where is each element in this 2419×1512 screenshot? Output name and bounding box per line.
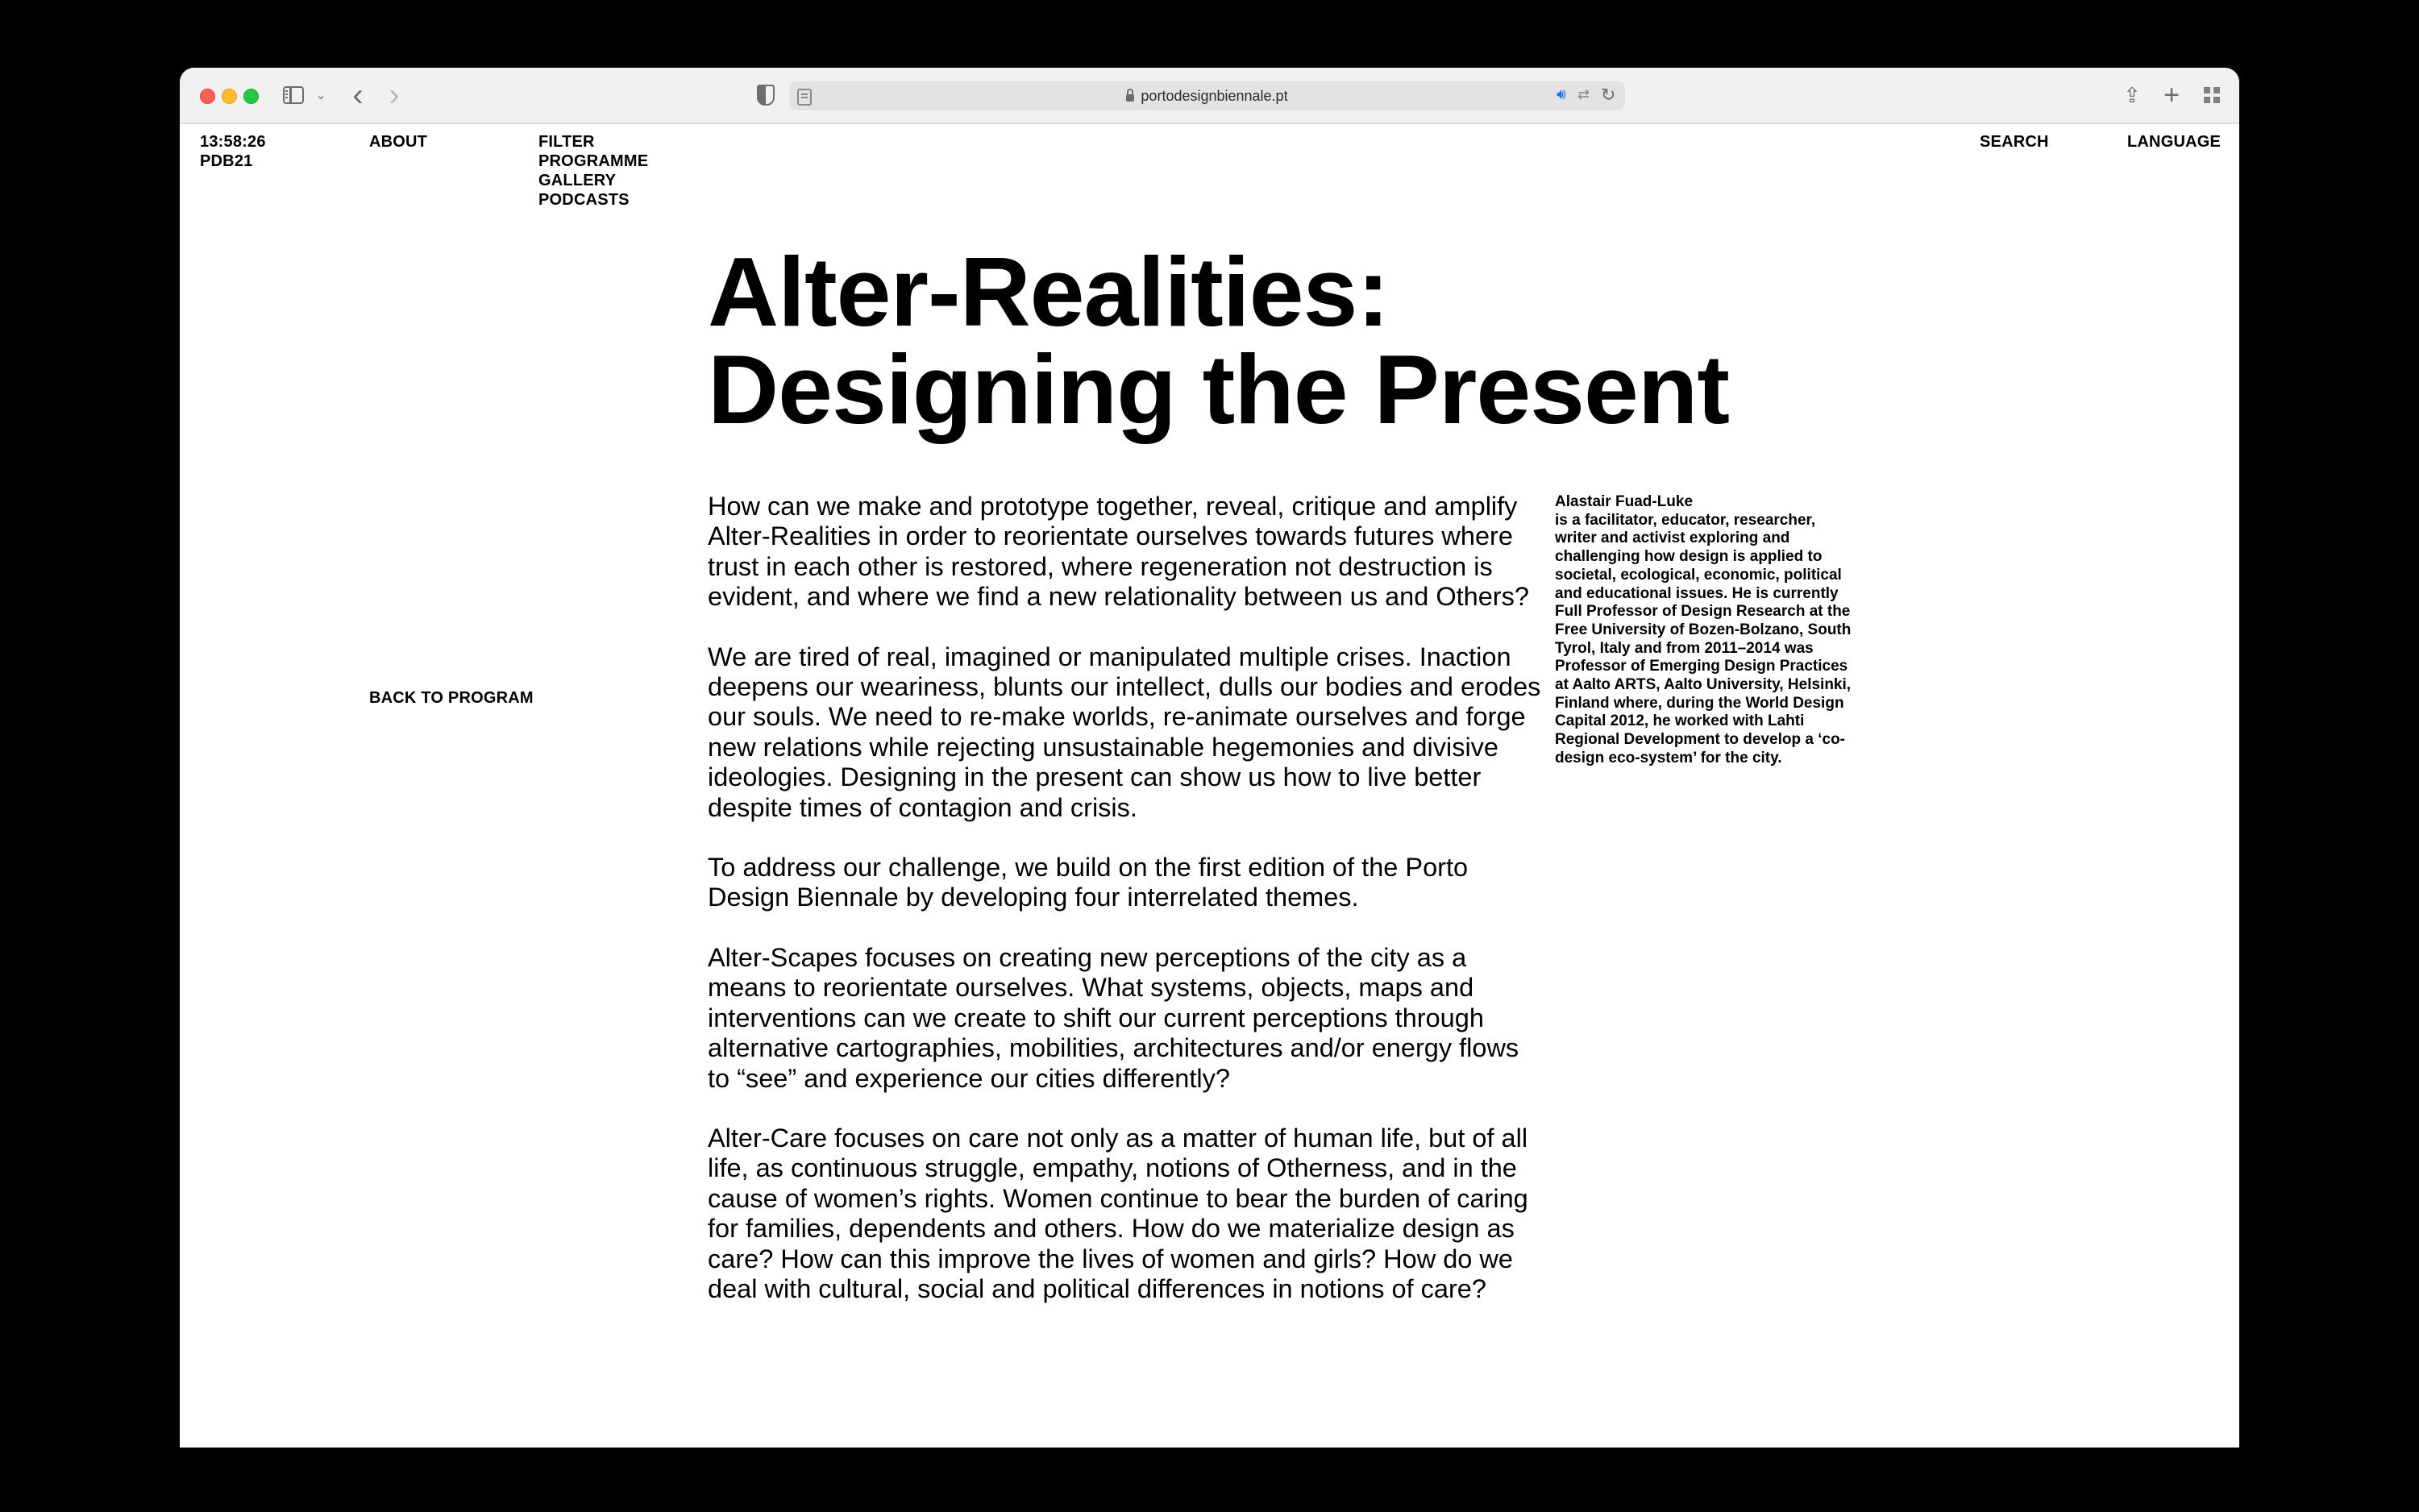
curator-name: Alastair Fuad-Luke [1555, 493, 1694, 510]
clock: 13:58:26 [200, 133, 266, 151]
title-line-1: Alter-Realities: [708, 237, 1390, 347]
nav-menu [538, 132, 648, 210]
zoom-window-button[interactable] [243, 89, 259, 104]
shield-icon[interactable] [754, 82, 778, 108]
title-line-2: Designing the Present [708, 334, 1730, 444]
share-icon[interactable]: ⇪ [2123, 82, 2141, 107]
reload-icon[interactable]: ↻ [1601, 85, 1616, 105]
tab-grid-icon[interactable] [2201, 82, 2223, 108]
url-text[interactable]: portodesignbiennale.pt [1141, 87, 1288, 104]
nav-gallery[interactable]: GALLERY [538, 172, 617, 189]
address-bar[interactable] [789, 81, 1625, 110]
article-paragraph: To address our challenge, we build on the first edition of the Porto Design Biennale by developing four interrelated themes. [708, 853, 1469, 912]
page-title [708, 237, 1836, 444]
nav-language[interactable]: LANGUAGE [2127, 133, 2222, 151]
curator-bio-text: is a facilitator, educator, researcher, writer and activist exploring and challenging how design is applied to societal, ecological, economic, political and educational issues. He is currently Full Professor of Design Research at the Free University of Bozen-Bolzano, South Tyrol, Italy and from 2011–2014 was Professor of Emerging Design Practices at Aalto ARTS, Aalto University, Helsinki, Finland where, during the World Design Capital 2012, he worked with Lahti Regional Development to develop a ‘co-design eco-system’ for the city. [1555, 511, 1852, 766]
article-paragraph: We are tired of real, imagined or manipulated multiple crises. Inaction deepens our weariness, blunts our intellect, dulls our bodies and erodes our souls. We need to re-make worlds, re-animate ourselves and forge new relations while rejecting unsustainable hegemonies and divisive ideologies. Designing in the present can show us how to live better despite times of contagion and crisis. [708, 642, 1541, 822]
minimize-window-button[interactable] [222, 89, 237, 104]
curator-bio [1555, 493, 1861, 768]
nav-search[interactable]: SEARCH [1980, 133, 2049, 151]
close-window-button[interactable] [200, 89, 215, 104]
speaker-icon[interactable]: 🔊︎ [1557, 86, 1566, 103]
nav-programme[interactable]: PROGRAMME [538, 152, 649, 170]
nav-about[interactable]: ABOUT [369, 133, 428, 151]
chevron-down-icon[interactable]: ⌄ [315, 89, 326, 102]
browser-window [180, 68, 2239, 1448]
article-paragraph: Alter-Care focuses on care not only as a matter of human life, but of all life, as continuous struggle, empathy, notions of Otherness, and in the cause of women’s rights. Women continue to bear the burden of caring for families, dependents and others. How do we materialize design as care? How can this improve the lives of women and girls? How do we deal with cultural, social and political differences in notions of care? [708, 1123, 1528, 1303]
article-body [708, 492, 1546, 1334]
back-arrow-icon[interactable]: ‹ [352, 77, 364, 113]
browser-toolbar [180, 68, 2239, 124]
lock-icon [1126, 94, 1134, 102]
article-paragraph: Alter-Scapes focuses on creating new perceptions of the city as a means to reorientate ourselves. What systems, objects, maps and interventions can we create to shift our current perceptions through alternative cartographies, mobilities, architectures and/or energy flows to “see” and experience our cities differently? [708, 942, 1519, 1093]
translate-icon[interactable]: ⇄ [1577, 86, 1590, 102]
article-paragraph: How can we make and prototype together, reveal, critique and amplify Alter-Realities in order to reorientate ourselves towards futures where trust in each other is restored, where regeneration not destruction is evident, and where we find a new relationality between us and Others? [708, 492, 1529, 612]
sidebar-icon[interactable] [283, 82, 304, 108]
plus-icon[interactable]: + [2163, 79, 2180, 110]
site-label[interactable]: PDB21 [200, 152, 253, 170]
nav-podcasts[interactable]: PODCASTS [538, 191, 630, 209]
nav-filter[interactable]: FILTER [538, 133, 595, 151]
forward-arrow-icon[interactable]: › [389, 77, 400, 113]
back-to-program-link[interactable]: BACK TO PROGRAM [369, 689, 534, 707]
